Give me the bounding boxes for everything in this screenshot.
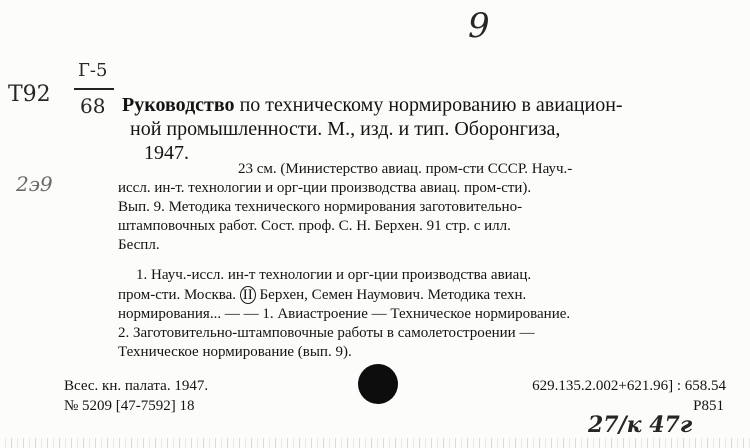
subject-line-2-end: Берхен, Семен Наумович. Методика техн. xyxy=(259,287,527,303)
subject-line-5: Техническое нормирование (вып. 9). xyxy=(118,344,352,360)
subject-line-1: 1. Науч.-иссл. ин-т технологии и орг-ции производства авиац. xyxy=(136,267,532,283)
physical-line-4: штамповочных работ. Сост. проф. С. Н. Берхен. 91 стр. с илл. xyxy=(118,218,511,234)
title-line-1 xyxy=(122,94,623,116)
footer-handwriting: 27/к 47г xyxy=(588,412,693,438)
footer-right-line-1: 629.135.2.002+621.96] : 658.54 xyxy=(532,378,726,394)
call-number-fraction-bottom: 68 xyxy=(80,94,106,118)
subject-line-2-start: пром-сти. Москва. xyxy=(118,287,237,303)
card-edge-noise xyxy=(0,438,750,448)
title-main-word: Руководство xyxy=(122,94,235,116)
subject-line-4: 2. Заготовительно-штамповочные работы в самолетостроении — xyxy=(118,325,535,341)
title-line-1-rest: по техническому нормированию в авиацион- xyxy=(239,94,623,116)
punch-hole-mark xyxy=(358,364,398,404)
physical-line-3: Вып. 9. Методика технического нормирования заготовительно- xyxy=(118,199,523,215)
footer-right-line-2: Р851 xyxy=(693,398,724,414)
title-line-2: ной промышленности. М., изд. и тип. Оборонгиза, xyxy=(130,118,561,140)
physical-line-5: Беспл. xyxy=(118,237,160,253)
call-number-fraction-top: Г-5 xyxy=(78,60,108,81)
call-number-class: Т92 xyxy=(8,82,51,107)
subject-roman-numeral: II xyxy=(240,286,256,304)
call-number-fraction-line xyxy=(74,88,114,90)
physical-line-2: иссл. ин-т. технологии и орг-ции производства авиац. пром-сти). xyxy=(118,180,532,196)
page-marker: 9 xyxy=(468,6,490,46)
title-line-3: 1947. xyxy=(144,142,189,164)
subject-line-3: нормирования... — — 1. Авиастроение — Техническое нормирование. xyxy=(118,306,571,322)
physical-line-1: 23 см. (Министерство авиац. пром-сти СССР. Науч.- xyxy=(238,161,573,177)
margin-note: 2э9 xyxy=(16,172,53,196)
subject-line-2 xyxy=(118,286,526,304)
footer-left-line-2: № 5209 [47-7592] 18 xyxy=(64,398,195,414)
footer-left-line-1: Всес. кн. палата. 1947. xyxy=(64,378,209,394)
